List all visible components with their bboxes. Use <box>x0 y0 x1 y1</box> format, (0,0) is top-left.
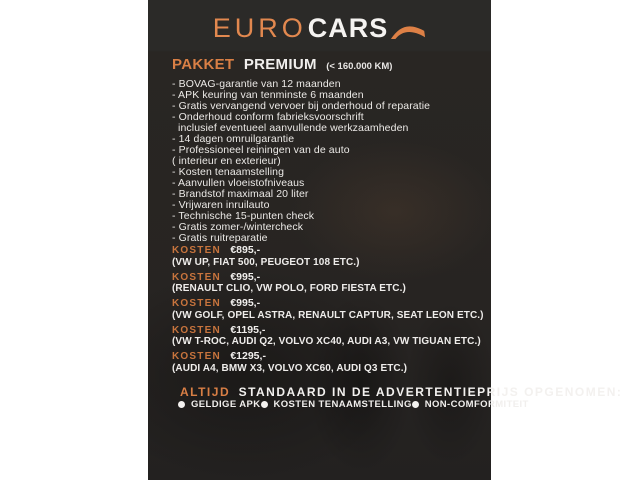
footer-heading-accent: ALTIJD <box>180 385 231 399</box>
feature-item: - APK keuring van tenminste 6 maanden <box>172 89 364 101</box>
price-block <box>172 243 483 268</box>
footer-item-label: KOSTEN TENAAMSTELLING <box>273 399 412 410</box>
feature-item: - Kosten tenaamstelling <box>172 166 285 178</box>
price-label: KOSTEN <box>172 351 221 362</box>
price-block <box>172 270 483 295</box>
feature-item: - Technische 15-punten check <box>172 210 315 222</box>
feature-item: inclusief eventueel aanvullende werkzaamheden <box>172 122 409 134</box>
pricing-section <box>172 243 483 376</box>
logo <box>148 11 491 45</box>
footer-heading-main: STANDAARD IN DE ADVERTENTIEPRIJS OPGENOMEN: <box>238 385 623 399</box>
price-label: KOSTEN <box>172 271 221 283</box>
logo-word-euro: EURO <box>212 12 307 43</box>
footer-item <box>412 399 529 410</box>
feature-list <box>172 79 483 244</box>
price-label: KOSTEN <box>172 245 221 256</box>
package-title-accent: PAKKET <box>172 56 235 73</box>
package-title-note: (< 160.000 KM) <box>326 61 393 72</box>
bullet-dot-icon <box>261 401 268 408</box>
package-section <box>172 56 483 244</box>
footer-item-label: GELDIGE APK <box>191 399 261 410</box>
price-models: (VW T-ROC, AUDI Q2, VOLVO XC40, AUDI A3, VW TIGUAN ETC.) <box>172 336 481 347</box>
feature-item: - BOVAG-garantie van 12 maanden <box>172 78 341 90</box>
feature-item: - Onderhoud conform fabrieksvoorschrift <box>172 111 364 123</box>
bullet-dot-icon <box>412 401 419 408</box>
price-label: KOSTEN <box>172 298 221 309</box>
feature-item: - Gratis vervangend vervoer bij onderhoud of reparatie <box>172 100 431 112</box>
flyer-panel <box>148 0 623 480</box>
package-title <box>172 56 483 74</box>
price-value: €1195,- <box>230 323 266 336</box>
footer-item <box>261 399 412 410</box>
price-block <box>172 323 483 348</box>
feature-item: - 14 dagen omruilgarantie <box>172 133 295 145</box>
price-models: (AUDI A4, BMW X3, VOLVO XC60, AUDI Q3 ETC.) <box>172 362 408 374</box>
price-block <box>172 349 483 374</box>
price-label: KOSTEN <box>172 324 221 336</box>
feature-item: - Aanvullen vloeistofniveaus <box>172 177 305 189</box>
price-models: (VW GOLF, OPEL ASTRA, RENAULT CAPTUR, SEAT LEON ETC.) <box>172 309 484 321</box>
footer-items <box>178 399 529 410</box>
feature-item: - Gratis zomer-/wintercheck <box>172 221 304 233</box>
package-title-main: PREMIUM <box>243 56 317 73</box>
bullet-dot-icon <box>178 401 185 408</box>
feature-item: - Brandstof maximaal 20 liter <box>172 188 309 200</box>
logo-word-cars: CARS <box>307 12 389 43</box>
price-value: €995,- <box>230 297 261 309</box>
price-models: (RENAULT CLIO, VW POLO, FORD FIESTA ETC.) <box>172 283 406 294</box>
feature-item: - Professioneel reiningen van de auto <box>172 144 350 156</box>
price-block <box>172 296 483 321</box>
feature-item: - Gratis ruitreparatie <box>172 232 268 244</box>
road-swoosh-icon <box>390 19 426 46</box>
feature-item: - Vrijwaren inruilauto <box>172 199 270 211</box>
feature-item: ( interieur en exterieur) <box>172 155 281 167</box>
price-value: €895,- <box>230 244 261 256</box>
footer-item <box>178 399 261 410</box>
footer-item-label: NON-COMFORMITEIT <box>424 399 529 410</box>
price-value: €995,- <box>230 270 261 283</box>
price-value: €1295,- <box>230 350 266 362</box>
price-models: (VW UP, FIAT 500, PEUGEOT 108 ETC.) <box>172 256 360 268</box>
